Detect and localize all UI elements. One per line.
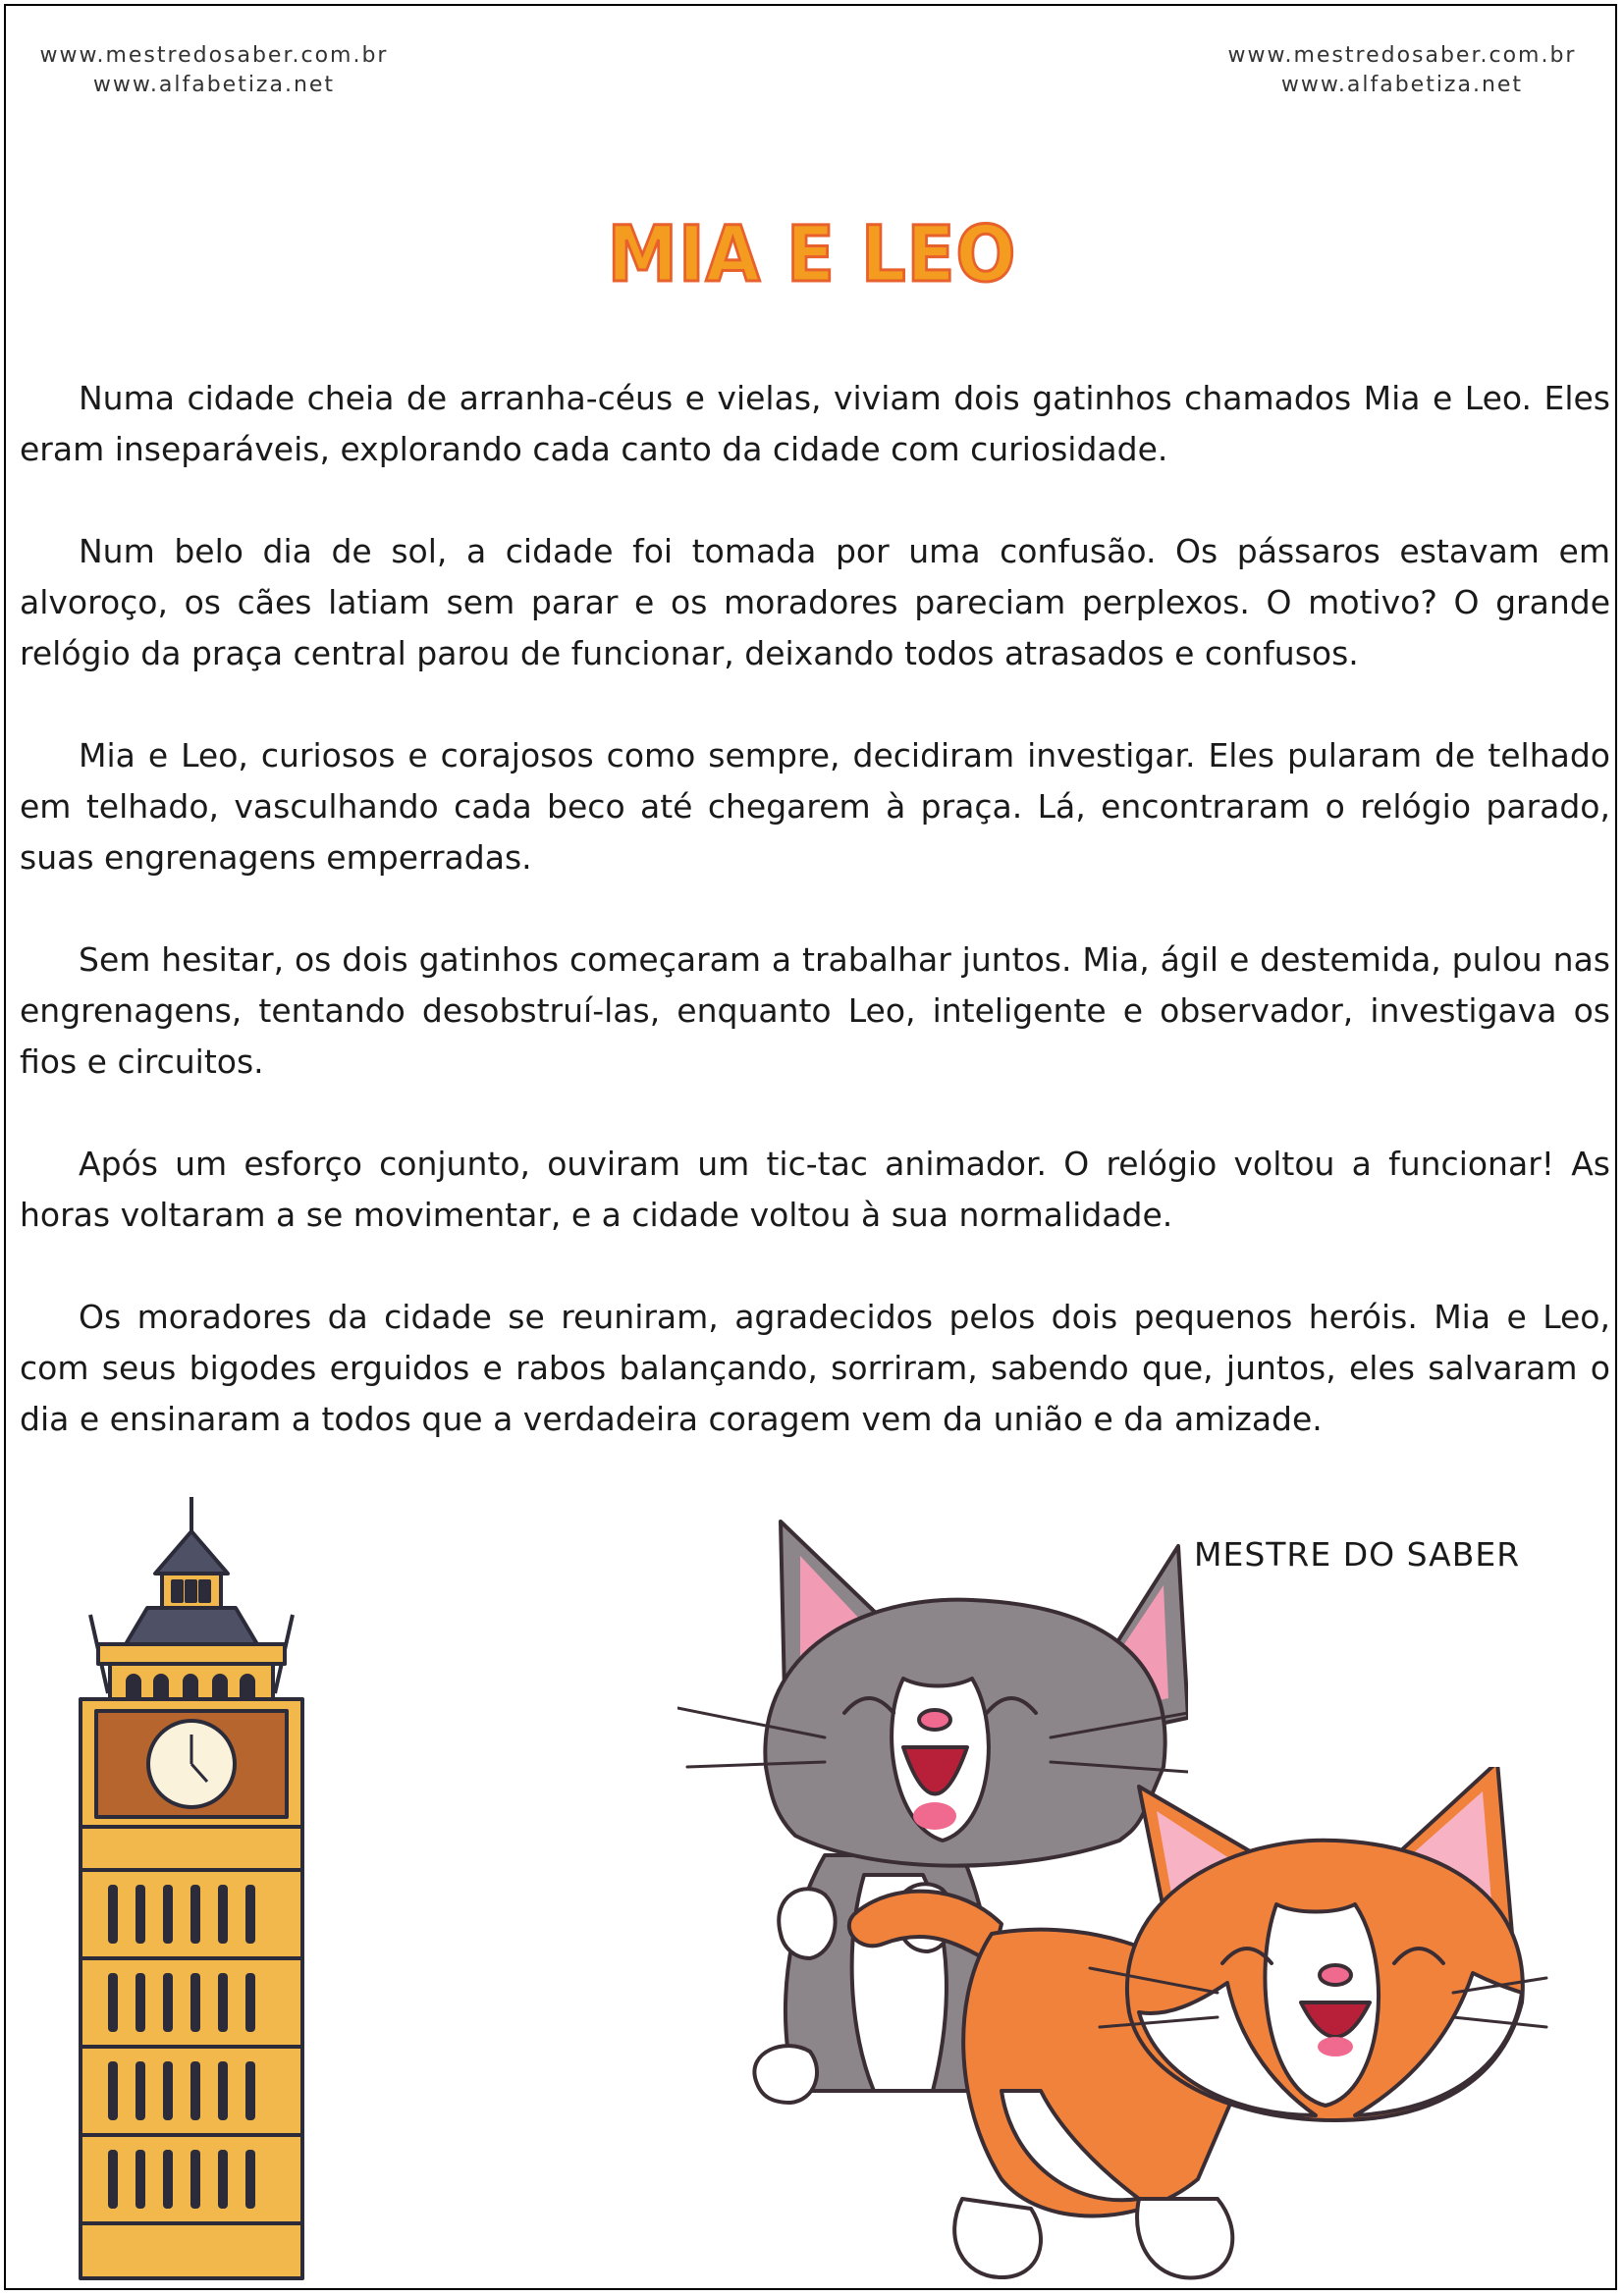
clock-tower-icon: [69, 1497, 314, 2282]
story-paragraph: Sem hesitar, os dois gatinhos começaram a trabalhar juntos. Mia, ágil e destemida, pulou nas engrenagens, tentando desobstruí-las, enquanto Leo, inteligente e observador, investigava os fios e circuitos.: [20, 940, 1610, 1081]
story-paragraph: Mia e Leo, curiosos e corajosos como sempre, decidiram investigar. Eles pularam de telhado em telhado, vasculhando cada beco até chegarem à praça. Lá, encontraram o relógio parado, suas engrenagens emperradas.: [20, 736, 1610, 877]
site-link[interactable]: www.mestredosaber.com.br: [39, 43, 389, 68]
site-link[interactable]: www.mestredosaber.com.br: [1227, 43, 1577, 68]
story-paragraph: Numa cidade cheia de arranha-céus e vielas, viviam dois gatinhos chamados Mia e Leo. Eles eram inseparáveis, explorando cada canto da cidade com curiosidade.: [20, 379, 1610, 468]
story-body: [20, 373, 1610, 1445]
header-links-left: [37, 41, 391, 100]
header-links-right: [1225, 41, 1579, 100]
story-paragraph: Num belo dia de sol, a cidade foi tomada por uma confusão. Os pássaros estavam em alvoroço, os cães latiam sem parar e os moradores pareciam perplexos. O motivo? O grande relógio da praça central parou de funcionar, deixando todos atrasados e confusos.: [20, 532, 1610, 672]
orange-cat-icon: [844, 1767, 1551, 2287]
site-link[interactable]: www.alfabetiza.net: [1280, 73, 1524, 97]
site-link[interactable]: www.alfabetiza.net: [92, 73, 336, 97]
story-paragraph: Após um esforço conjunto, ouviram um tic-tac animador. O relógio voltou a funcionar! As horas voltaram a se movimentar, e a cidade voltou à sua normalidade.: [20, 1145, 1610, 1234]
author-signature: MESTRE DO SABER: [1194, 1535, 1521, 1574]
story-title: MIA E LEO: [607, 211, 1017, 299]
story-paragraph: Os moradores da cidade se reuniram, agradecidos pelos dois pequenos heróis. Mia e Leo, com seus bigodes erguidos e rabos balançando, sorriram, sabendo que, juntos, eles salvaram o dia e ensinaram a todos que a verdadeira coragem vem da união e da amizade.: [20, 1298, 1610, 1438]
